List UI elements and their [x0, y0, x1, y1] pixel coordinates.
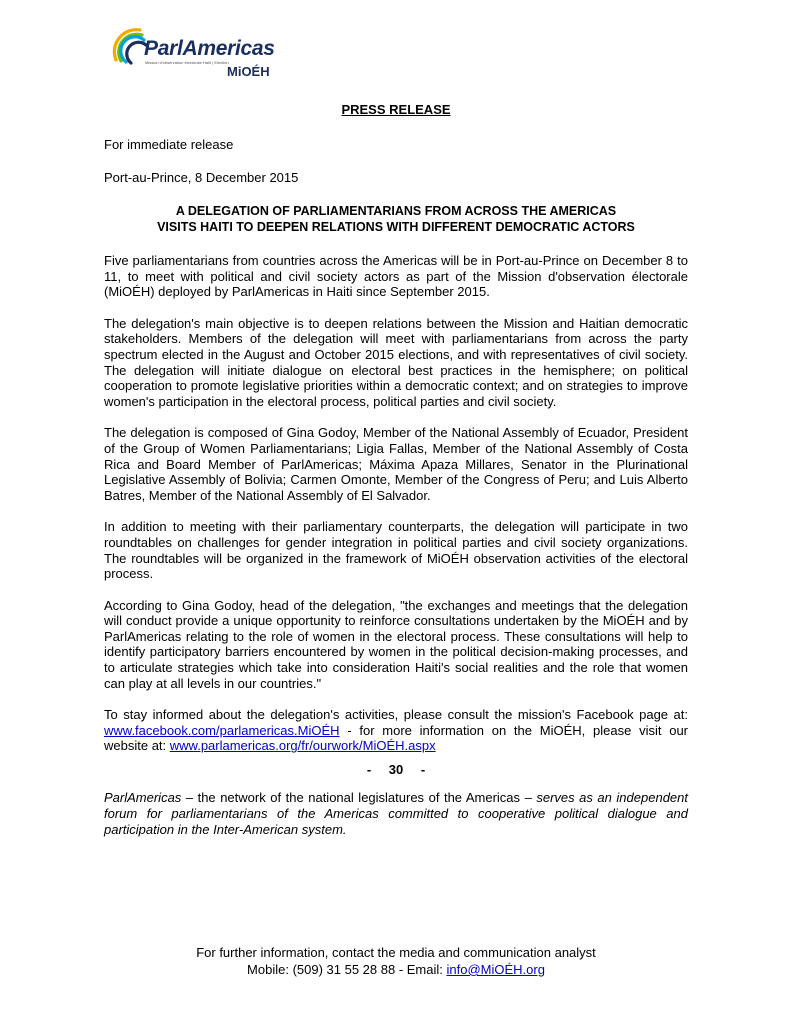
- contact-footer: [104, 944, 688, 978]
- paragraph-objective: The delegation's main objective is to deepen relations between the Mission and Haitian democratic stakeholders. Members of the delegation will meet with parliamentarians from across the party spectrum elected in the August and October 2015 elections, and with representatives of civil society. The delegation will initiate dialogue on electoral best practices in the hemisphere; on political cooperation to promote legislative priorities within a democratic context; and on strategies to improve women's participation in the electoral process, political parties and civil society.: [104, 315, 688, 409]
- footer-line-1: For further information, contact the media and communication analyst: [196, 945, 596, 960]
- about-parlamericas: [104, 790, 688, 838]
- website-link[interactable]: www.parlamericas.org/fr/ourwork/MiOÉH.aspx: [169, 738, 436, 754]
- facebook-link[interactable]: www.facebook.com/parlamericas.MiOÉH: [104, 722, 340, 738]
- stay-informed-text-1: To stay informed about the delegation's activities, please consult the mission's Facebook page at:: [104, 707, 688, 723]
- paragraph-stay-informed: [104, 707, 688, 754]
- press-release-label: PRESS RELEASE: [341, 102, 451, 117]
- paragraph-roundtables: In addition to meeting with their parliamentary counterparts, the delegation will participate in two roundtables on challenges for gender integration in political parties and civil society organizations. The roundtables will be organized in the framework of MiOÉH observation activities of the electoral process.: [104, 519, 688, 582]
- logo-tagline: Mission d'observation électorale Haïti | Election: [145, 60, 229, 65]
- logo-name: ParlAmericas: [144, 37, 275, 60]
- footer-line-2: [104, 961, 688, 978]
- about-rest: serves as an independent forum for parliamentarians of the Americas committed to cooperative political dialogue and participation in the Inter-American system.: [104, 790, 688, 838]
- footer-contact-text: Mobile: (509) 31 55 28 88 - Email:: [247, 962, 447, 977]
- paragraph-intro: Five parliamentarians from countries across the Americas will be in Port-au-Prince on December 8 to 11, to meet with political and civil society actors as part of the Mission d'observation électorale (MiOÉH) deployed by ParlAmericas in Haiti since September 2015.: [104, 253, 688, 300]
- headline-line-2: VISITS HAITI TO DEEPEN RELATIONS WITH DIFFERENT DEMOCRATIC ACTORS: [157, 220, 635, 234]
- release-type: For immediate release: [104, 137, 234, 152]
- press-release-body: [104, 102, 688, 838]
- stay-informed-text-2: - for more information on the MiOÉH, please visit our website at:: [104, 722, 688, 754]
- email-link[interactable]: info@MiOÉH.org: [446, 962, 545, 977]
- about-brand: ParlAmericas: [104, 790, 182, 806]
- end-marker: - 30 -: [366, 762, 426, 778]
- about-mid: – the network of the national legislatures of the Americas –: [181, 790, 537, 806]
- dateline: Port-au-Prince, 8 December 2015: [104, 170, 299, 185]
- logo-mission: MiOÉH: [227, 64, 270, 79]
- headline: [104, 203, 688, 235]
- parlamericas-logo: [104, 20, 294, 90]
- headline-line-1: A DELEGATION OF PARLIAMENTARIANS FROM ACROSS THE AMERICAS: [175, 204, 617, 218]
- paragraph-delegation: The delegation is composed of Gina Godoy, Member of the National Assembly of Ecuador, President of the Group of Women Parliamentarians; Ligia Fallas, Member of the National Assembly of Costa Rica and Board Member of ParlAmericas; Máxima Apaza Millares, Senator in the Plurinational Legislative Assembly of Bolivia; Carmen Omonte, Member of the Congress of Peru; and Luis Alberto Batres, Member of the National Assembly of El Salvador.: [104, 425, 688, 503]
- paragraph-quote: According to Gina Godoy, head of the delegation, "the exchanges and meetings that the delegation will conduct provide a unique opportunity to reinforce consultations undertaken by the MiOÉH and by ParlAmericas relating to the role of women in the electoral process. These consultations will help to identify participatory barriers encountered by women in the political decision-making processes, and to articulate strategies which take into consideration Haiti's social realities and the role that women can play at all levels in our countries.": [104, 597, 688, 691]
